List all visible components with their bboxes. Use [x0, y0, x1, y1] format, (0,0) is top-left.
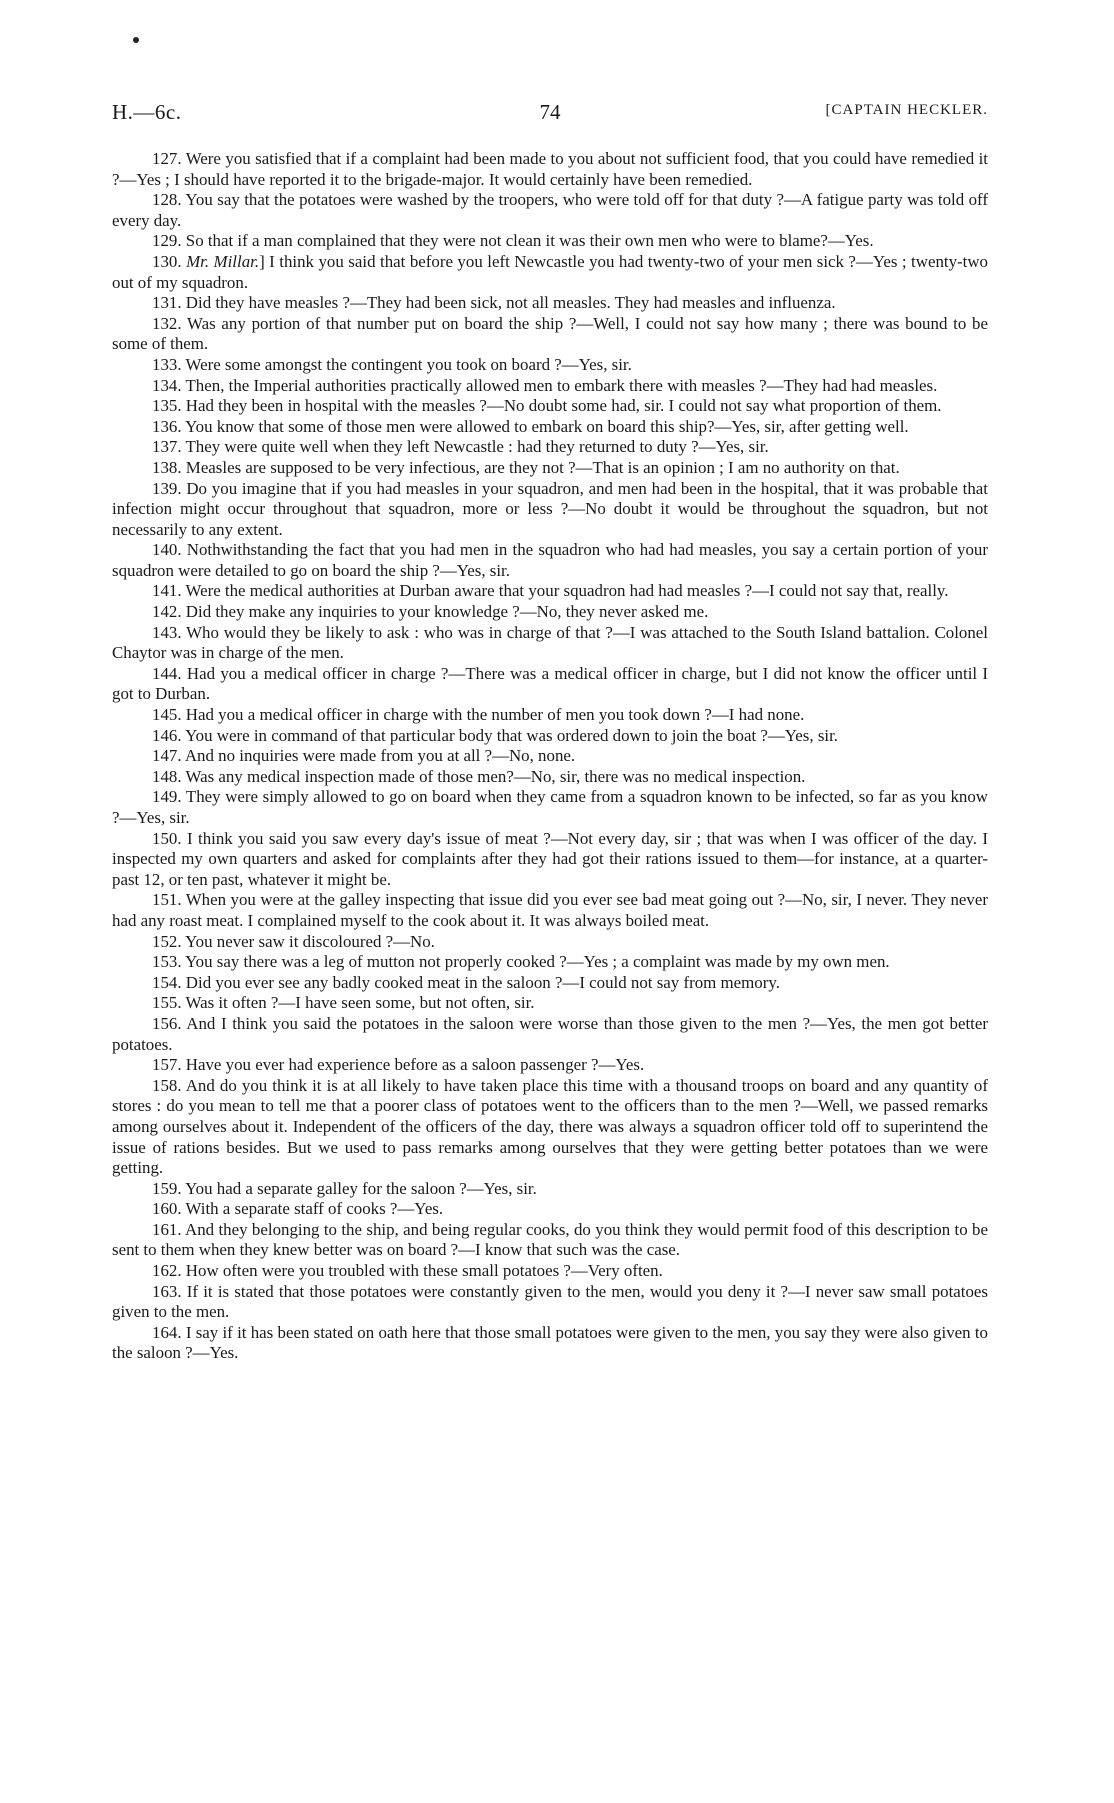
question-number: 145.: [152, 705, 182, 725]
question-number: 163.: [152, 1281, 182, 1301]
page-header: [112, 100, 988, 130]
testimony-paragraph: [112, 1220, 988, 1261]
question-answer-text: Did you ever see any badly cooked meat in the saloon ?—I could not say from memory.: [185, 972, 780, 992]
question-number: 156.: [152, 1013, 182, 1033]
question-number: 157.: [152, 1055, 182, 1075]
testimony-paragraph: [112, 231, 988, 252]
question-answer-text: You were in command of that particular body that was ordered down to join the boat ?—Yes, sir.: [185, 725, 839, 745]
testimony-paragraph: [112, 829, 988, 891]
question-number: 140.: [152, 540, 182, 560]
question-number: 139.: [152, 478, 182, 498]
question-answer-text: When you were at the galley inspecting that issue did you ever see bad meat going out ?—No, sir, I never. They never had any roast meat. I complained myself to the cook about it. It was always boiled meat.: [112, 890, 988, 930]
testimony-paragraph: [112, 890, 988, 931]
question-answer-text: Had you a medical officer in charge with the number of men you took down ?—I had none.: [185, 705, 805, 725]
question-number: 131.: [152, 293, 182, 313]
testimony-paragraph: [112, 355, 988, 376]
question-number: 142.: [152, 602, 182, 622]
ink-dot: [133, 37, 139, 43]
question-answer-text: Was any portion of that number put on board the ship ?—Well, I could not say how many ; there was bound to be some of them.: [112, 313, 988, 354]
question-answer-text: And no inquiries were made from you at all ?—No, none.: [184, 746, 576, 766]
testimony-paragraph: [112, 458, 988, 479]
question-answer-text: Have you ever had experience before as a saloon passenger ?—Yes.: [185, 1055, 645, 1075]
question-number: 153.: [152, 952, 182, 972]
question-number: 164.: [152, 1322, 182, 1342]
testimony-body: [112, 149, 988, 1364]
question-number: 134.: [152, 375, 182, 395]
testimony-paragraph: [112, 293, 988, 314]
testimony-paragraph: [112, 623, 988, 664]
question-number: 138.: [152, 457, 182, 477]
question-answer-text: And do you think it is at all likely to have taken place this time with a thousand troops on board and any quantity of stores : do you mean to tell me that a poorer class of potatoes went to the officers than to the men ?—Well, we passed remarks among ourselves about it. Independent of the officers of the day, there was always a squadron officer told off to superintend the issue of rations besides. But we used to pass remarks among ourselves that they were getting better potatoes than we were getting.: [112, 1075, 988, 1178]
question-number: 146.: [152, 725, 182, 745]
question-answer-text: Was any medical inspection made of those men?—No, sir, there was no medical inspection.: [185, 766, 806, 786]
question-answer-text: If it is stated that those potatoes were constantly given to the men, would you deny it ?—I never saw small potatoes given to the men.: [112, 1281, 988, 1322]
question-number: 149.: [152, 787, 182, 807]
question-number: 128.: [152, 190, 182, 210]
question-answer-text: How often were you troubled with these small potatoes ?—Very often.: [185, 1261, 663, 1281]
question-answer-text: I think you said you saw every day's issue of meat ?—Not every day, sir ; that was when I was officer of the day. I inspected my own quarters and asked for complaints after they had got their rations issued to them—for instance, at a quarter-past 12, or ten past, whatever it might be.: [112, 828, 988, 889]
question-number: 150.: [152, 828, 182, 848]
question-answer-text: You never saw it discoloured ?—No.: [185, 931, 435, 951]
question-answer-text: With a separate staff of cooks ?—Yes.: [185, 1199, 444, 1219]
question-answer-text: You say there was a leg of mutton not properly cooked ?—Yes ; a complaint was made by my own men.: [185, 952, 890, 972]
page-number: 74: [539, 100, 561, 124]
question-answer-text: Measles are supposed to be very infectious, are they not ?—That is an opinion ; I am no authority on that.: [185, 457, 900, 477]
question-answer-text: Had they been in hospital with the measles ?—No doubt some had, sir. I could not say what proportion of them.: [185, 396, 942, 416]
question-answer-text: They were quite well when they left Newcastle : had they returned to duty ?—Yes, sir.: [185, 437, 769, 457]
testimony-paragraph: [112, 314, 988, 355]
testimony-paragraph: [112, 993, 988, 1014]
speaker-name: Mr. Millar.: [186, 251, 260, 271]
question-number: 155.: [152, 993, 182, 1013]
testimony-paragraph: [112, 1261, 988, 1282]
testimony-paragraph: [112, 540, 988, 581]
testimony-paragraph: [112, 952, 988, 973]
question-answer-text: They were simply allowed to go on board when they came from a squadron known to be infected, so far as you know ?—Yes, sir.: [112, 787, 988, 827]
testimony-paragraph: [112, 787, 988, 828]
question-number: 161.: [152, 1219, 182, 1239]
testimony-paragraph: [112, 767, 988, 788]
testimony-paragraph: [112, 581, 988, 602]
testimony-paragraph: [112, 973, 988, 994]
question-number: 151.: [152, 890, 182, 910]
question-answer-text: You know that some of those men were allowed to embark on board this ship?—Yes, sir, after getting well.: [185, 416, 909, 436]
question-number: 158.: [152, 1075, 182, 1095]
witness-name: [CAPTAIN HECKLER.: [825, 102, 988, 118]
testimony-paragraph: [112, 252, 988, 293]
question-number: 137.: [152, 437, 182, 457]
question-number: 148.: [152, 766, 182, 786]
question-answer-text: Who would they be likely to ask : who was in charge of that ?—I was attached to the South Island battalion. Colonel Chaytor was in charge of the men.: [112, 622, 988, 663]
question-number: 141.: [152, 581, 182, 601]
question-number: 135.: [152, 396, 182, 416]
question-number: 144.: [152, 663, 182, 683]
question-answer-text: And I think you said the potatoes in the saloon were worse than those given to the men ?—Yes, the men got better potatoes.: [112, 1013, 989, 1054]
question-answer-text: I say if it has been stated on oath here that those small potatoes were given to the men, you say they were also given to the saloon ?—Yes.: [112, 1322, 988, 1363]
testimony-paragraph: [112, 746, 988, 767]
question-number: 152.: [152, 931, 182, 951]
document-reference: H.—6c.: [112, 100, 182, 124]
testimony-paragraph: [112, 437, 988, 458]
testimony-paragraph: [112, 1282, 988, 1323]
question-answer-text: So that if a man complained that they were not clean it was their own men who were to blame?—Yes.: [185, 231, 874, 251]
question-answer-text: Had you a medical officer in charge ?—There was a medical officer in charge, but I did not know the officer until I got to Durban.: [112, 663, 988, 704]
testimony-paragraph: [112, 190, 988, 231]
testimony-paragraph: [112, 1076, 988, 1179]
question-answer-text: Nothwithstanding the fact that you had men in the squadron who had had measles, you say a certain portion of your squadron were detailed to go on board the ship ?—Yes, sir.: [112, 540, 988, 580]
question-answer-text: Did they make any inquiries to your knowledge ?—No, they never asked me.: [185, 602, 709, 622]
testimony-paragraph: [112, 1055, 988, 1076]
question-number: 136.: [152, 416, 182, 436]
testimony-paragraph: [112, 149, 988, 190]
question-number: 143.: [152, 622, 182, 642]
question-answer-text: Were you satisfied that if a complaint had been made to you about not sufficient food, that you could have remedied it ?—Yes ; I should have reported it to the brigade-major. It would certainly have been remedied.: [112, 149, 989, 189]
testimony-paragraph: [112, 705, 988, 726]
testimony-paragraph: [112, 1014, 988, 1055]
question-answer-text: Was it often ?—I have seen some, but not often, sir.: [185, 993, 535, 1013]
question-number: 154.: [152, 972, 182, 992]
question-number: 127.: [152, 149, 182, 168]
question-answer-text: You had a separate galley for the saloon ?—Yes, sir.: [185, 1178, 537, 1198]
testimony-paragraph: [112, 664, 988, 705]
question-number: 162.: [152, 1261, 182, 1281]
testimony-paragraph: [112, 417, 988, 438]
question-answer-text: Do you imagine that if you had measles in your squadron, and men had been in the hospital, that it was probable that infection might occur throughout that squadron, more or less ?—No doubt it would be throughout the squadron, but not necessarily to any extent.: [112, 478, 988, 539]
question-answer-text: Were some amongst the contingent you took on board ?—Yes, sir.: [185, 354, 632, 374]
question-number: 159.: [152, 1178, 182, 1198]
question-number: 130.: [152, 251, 182, 271]
question-number: 132.: [152, 313, 182, 333]
testimony-paragraph: [112, 479, 988, 541]
question-number: 129.: [152, 231, 182, 251]
testimony-paragraph: [112, 1323, 988, 1364]
testimony-paragraph: [112, 376, 988, 397]
testimony-paragraph: [112, 932, 988, 953]
question-number: 160.: [152, 1199, 182, 1219]
testimony-paragraph: [112, 396, 988, 417]
question-number: 147.: [152, 746, 182, 766]
question-answer-text: You say that the potatoes were washed by the troopers, who were told off for that duty ?—A fatigue party was told off every day.: [112, 190, 988, 230]
question-answer-text: Then, the Imperial authorities practically allowed men to embark there with measles ?—They had had measles.: [185, 375, 938, 395]
question-number: 133.: [152, 354, 182, 374]
question-answer-text: Did they have measles ?—They had been sick, not all measles. They had measles and influenza.: [185, 293, 836, 313]
testimony-paragraph: [112, 602, 988, 623]
testimony-paragraph: [112, 1199, 988, 1220]
question-answer-text: Were the medical authorities at Durban aware that your squadron had had measles ?—I could not say that, really.: [185, 581, 949, 601]
question-answer-text: ] I think you said that before you left Newcastle you had twenty-two of your men sick ?—Yes ; twenty-two out of my squadron.: [112, 251, 988, 292]
testimony-paragraph: [112, 726, 988, 747]
question-answer-text: And they belonging to the ship, and being regular cooks, do you think they would permit food of this description to be sent to them when they knew better was on board ?—I know that such was the case.: [112, 1219, 988, 1260]
testimony-paragraph: [112, 1179, 988, 1200]
